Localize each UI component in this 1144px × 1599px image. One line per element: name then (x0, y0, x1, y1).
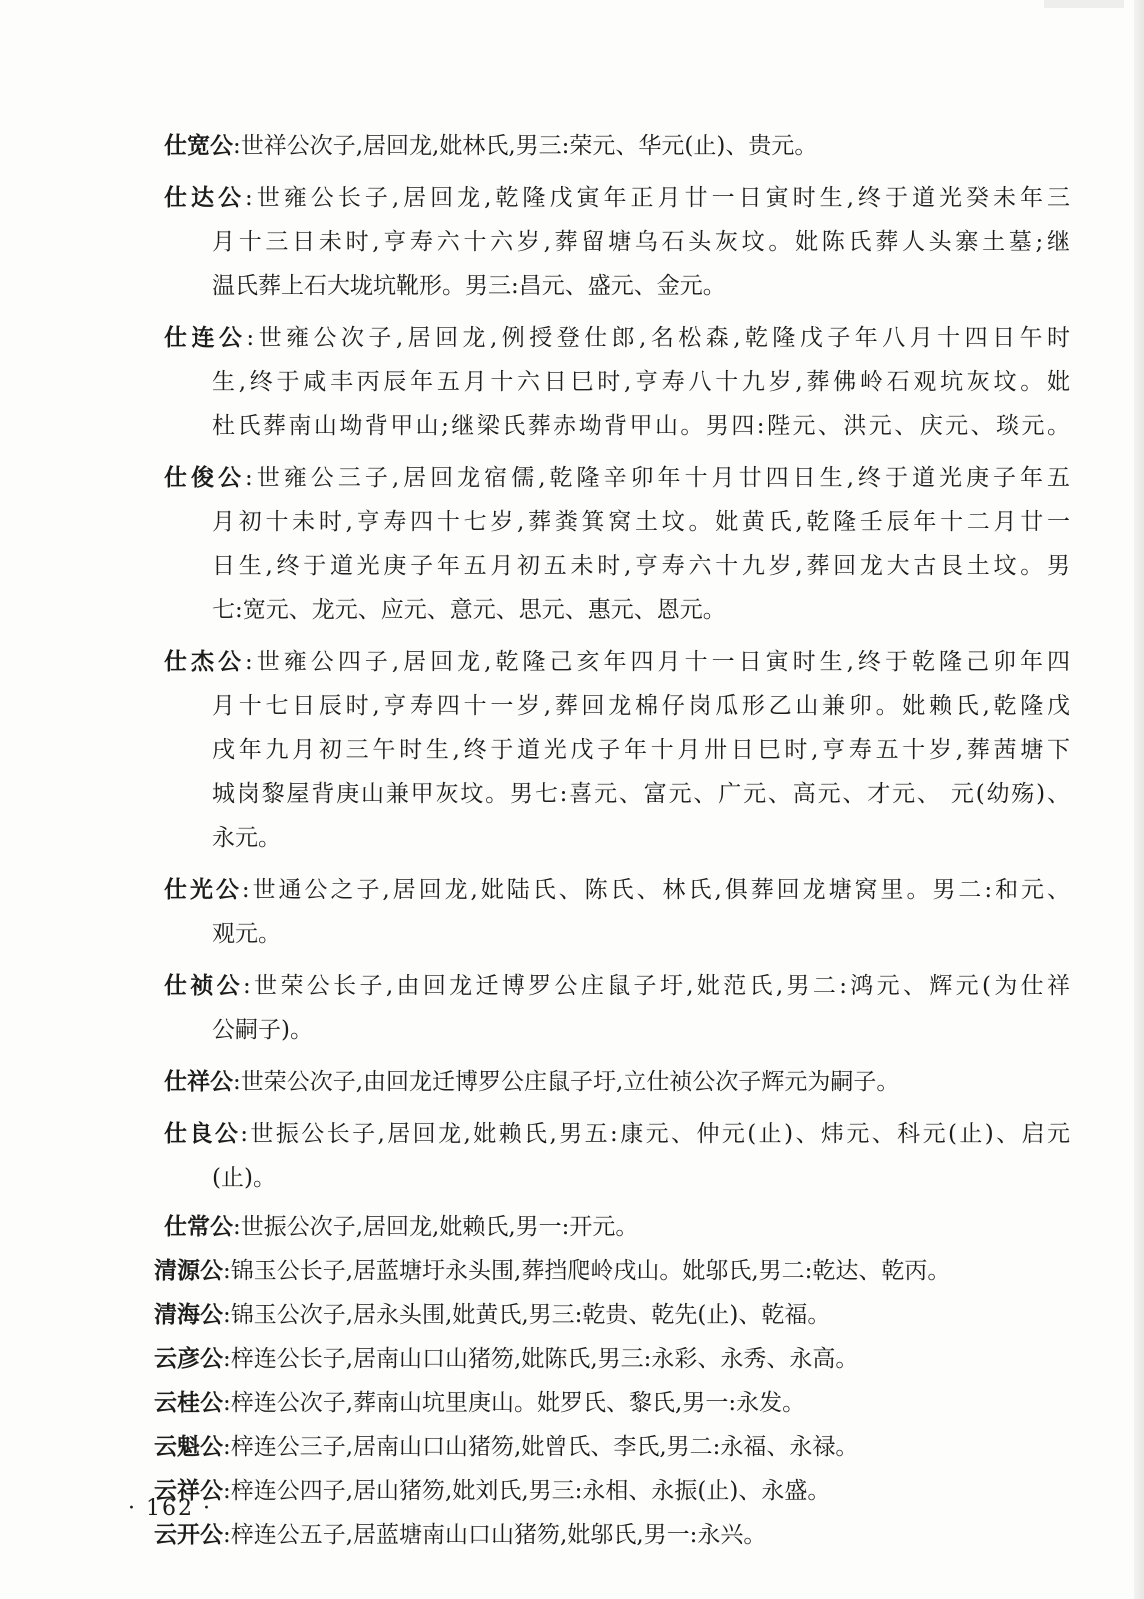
entry-name: 清源公 (154, 1258, 223, 1284)
entry-name: 仕达公 (164, 185, 246, 211)
entry-name: 仕杰公 (164, 649, 246, 675)
entry-line: :梓连公四子,居山猪笏,妣刘氏,男三:永相、永振(止)、永盛。 (223, 1478, 831, 1504)
entry-line: 日生,终于道光庚子年五月初五未时,亨寿六十九岁,葬回龙大古艮土坟。男 (212, 553, 1070, 579)
page-number: · 162 · (128, 1496, 212, 1521)
entry-shijun (164, 456, 1070, 632)
entry-line: :世祥公次子,居回龙,妣林氏,男三:荣元、华元(止)、贵元。 (233, 133, 818, 159)
entry-line: :锦玉公次子,居永头围,妣黄氏,男三:乾贵、乾先(止)、乾福。 (223, 1302, 831, 1328)
entry-name: 仕连公 (164, 325, 247, 351)
entry-line: 公嗣子)。 (212, 1017, 313, 1043)
entry-name: 仕祯公 (164, 973, 244, 999)
page-edge-shadow (1134, 0, 1144, 1599)
entry-line: 观元。 (212, 921, 281, 947)
entry-line: (止)。 (212, 1165, 276, 1191)
entry-line: :世雍公长子,居回龙,乾隆戊寅年正月廿一日寅时生,终于道光癸未年三 (245, 185, 1070, 211)
entry-yunyan (154, 1340, 1070, 1378)
entry-name: 仕光公 (164, 877, 242, 903)
entry-yungui (154, 1384, 1070, 1422)
entry-shizhen (164, 964, 1070, 1052)
genealogy-text (154, 124, 1071, 1560)
entry-yunkai (154, 1516, 1070, 1554)
entry-line: :世振公长子,居回龙,妣赖氏,男五:康元、仲元(止)、炜元、科元(止)、启元 (240, 1121, 1071, 1147)
page-corner-mark (1044, 0, 1124, 8)
entry-line: 月十七日辰时,亨寿四十一岁,葬回龙棉仔岗瓜形乙山兼卯。妣赖氏,乾隆戊 (212, 693, 1070, 719)
entry-yunxiang (154, 1472, 1070, 1510)
entry-name: 仕宽公 (164, 133, 233, 159)
entry-line: :梓连公长子,居南山口山猪笏,妣陈氏,男三:永彩、永秀、永高。 (223, 1346, 859, 1372)
entry-name: 仕良公 (164, 1121, 241, 1147)
entry-name: 云魁公 (154, 1434, 223, 1460)
entry-line: :梓连公五子,居蓝塘南山口山猪笏,妣邬氏,男一:永兴。 (223, 1522, 767, 1548)
entry-line: 戌年九月初三午时生,终于道光戊子年十月卅日巳时,亨寿五十岁,葬茜塘下 (212, 737, 1070, 763)
entry-name: 云开公 (154, 1522, 223, 1548)
entry-line: :世通公之子,居回龙,妣陆氏、陈氏、林氏,俱葬回龙塘窝里。男二:和元、 (241, 877, 1071, 903)
entry-shiliang (164, 1112, 1070, 1200)
entry-line: 永元。 (212, 825, 281, 851)
entry-shikuan (164, 124, 1070, 168)
entry-line: :世雍公三子,居回龙宿儒,乾隆辛卯年十月廿四日生,终于道光庚子年五 (245, 465, 1070, 491)
entry-yunkui (154, 1428, 1070, 1466)
entry-name: 仕俊公 (164, 465, 246, 491)
entry-name: 仕常公 (164, 1214, 233, 1240)
entry-line: 月初十未时,亨寿四十七岁,葬粪箕窝土坟。妣黄氏,乾隆壬辰年十二月廿一 (212, 509, 1070, 535)
entry-shiguang (164, 868, 1070, 956)
entry-line: :世荣公次子,由回龙迁博罗公庄鼠子圩,立仕祯公次子辉元为嗣子。 (233, 1069, 900, 1095)
entry-name: 云祥公 (154, 1478, 223, 1504)
entry-qingyuan (154, 1252, 1070, 1290)
entry-shida (164, 176, 1070, 308)
entry-qinghai (154, 1296, 1070, 1334)
entry-shichang (164, 1208, 1070, 1246)
entry-line: 城岗黎屋背庚山兼甲灰坟。男七:喜元、富元、广元、高元、才元、 元(幼殇)、 (212, 781, 1070, 807)
entry-line: :梓连公次子,葬南山坑里庚山。妣罗氏、黎氏,男一:永发。 (223, 1390, 806, 1416)
entry-line: 月十三日未时,亨寿六十六岁,葬留塘乌石头灰坟。妣陈氏葬人头寨土墓;继 (212, 229, 1070, 255)
entry-line: :世荣公长子,由回龙迁博罗公庄鼠子圩,妣范氏,男二:鸿元、辉元(为仕祥 (243, 973, 1071, 999)
entry-name: 清海公 (154, 1302, 223, 1328)
entry-line: 杜氏葬南山坳背甲山;继梁氏葬赤坳背甲山。男四:陛元、洪元、庆元、琰元。 (212, 413, 1070, 439)
entry-name: 仕祥公 (164, 1069, 233, 1095)
entry-line: 七:宽元、龙元、应元、意元、思元、惠元、恩元。 (212, 597, 726, 623)
entry-line: :世振公次子,居回龙,妣赖氏,男一:开元。 (233, 1214, 639, 1240)
entry-shilian (164, 316, 1070, 448)
entry-line: :世雍公次子,居回龙,例授登仕郎,名松森,乾隆戊子年八月十四日午时 (246, 325, 1070, 351)
entry-shixiang (164, 1060, 1070, 1104)
entry-name: 云彦公 (154, 1346, 223, 1372)
entry-name: 云桂公 (154, 1390, 223, 1416)
entry-line: 生,终于咸丰丙辰年五月十六日巳时,亨寿八十九岁,葬佛岭石观坑灰坟。妣 (212, 369, 1070, 395)
entry-shijie (164, 640, 1070, 860)
entry-line: 温氏葬上石大垅坑靴形。男三:昌元、盛元、金元。 (212, 273, 726, 299)
entry-line: :锦玉公长子,居蓝塘圩永头围,葬挡爬岭戌山。妣邬氏,男二:乾达、乾丙。 (223, 1258, 951, 1284)
entry-line: :世雍公四子,居回龙,乾隆己亥年四月十一日寅时生,终于乾隆己卯年四 (245, 649, 1070, 675)
entry-line: :梓连公三子,居南山口山猪笏,妣曾氏、李氏,男二:永福、永禄。 (223, 1434, 859, 1460)
